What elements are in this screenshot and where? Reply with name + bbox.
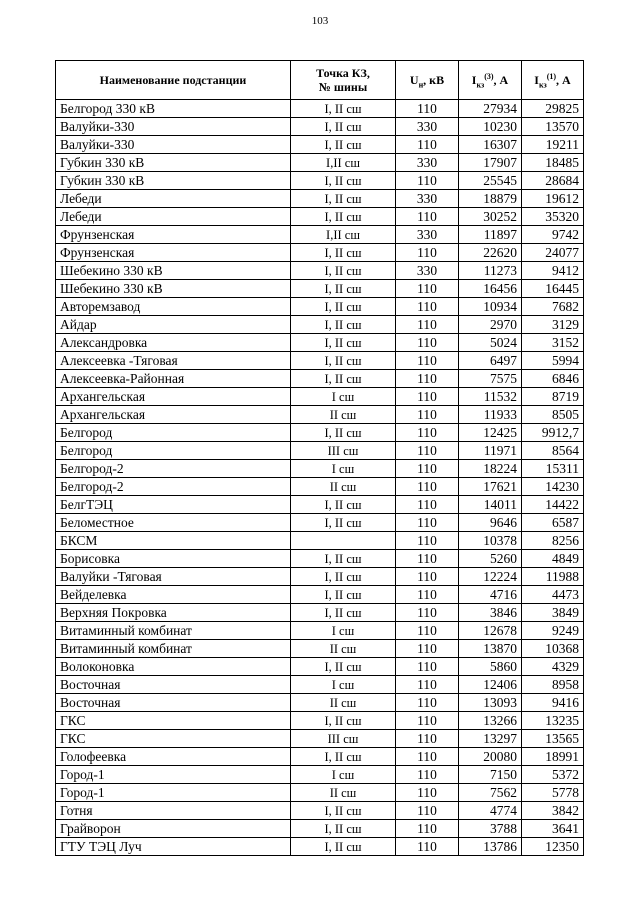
table-row: [56, 262, 584, 280]
table-row: [56, 730, 584, 748]
cell-fault-point: I, II сш: [291, 172, 396, 190]
cell-fault-point: I,II сш: [291, 226, 396, 244]
cell-fault-point: I, II сш: [291, 208, 396, 226]
cell-three-phase-current: 13297: [459, 730, 522, 748]
cell-single-phase-current: 4329: [522, 658, 584, 676]
page-number: 103: [311, 15, 329, 27]
cell-substation-name: Белгород: [56, 442, 291, 460]
cell-single-phase-current: 9249: [522, 622, 584, 640]
cell-voltage: 330: [396, 190, 459, 208]
cell-three-phase-current: 13266: [459, 712, 522, 730]
cell-three-phase-current: 10378: [459, 532, 522, 550]
table-row: [56, 784, 584, 802]
cell-voltage: 110: [396, 748, 459, 766]
cell-substation-name: Голофеевка: [56, 748, 291, 766]
cell-fault-point: I, II сш: [291, 550, 396, 568]
cell-voltage: 110: [396, 316, 459, 334]
cell-single-phase-current: 35320: [522, 208, 584, 226]
cell-three-phase-current: 27934: [459, 100, 522, 118]
cell-fault-point: I, II сш: [291, 136, 396, 154]
cell-single-phase-current: 6587: [522, 514, 584, 532]
cell-fault-point: I, II сш: [291, 190, 396, 208]
table-row: [56, 676, 584, 694]
cell-voltage: 330: [396, 154, 459, 172]
cell-voltage: 110: [396, 496, 459, 514]
cell-three-phase-current: 12224: [459, 568, 522, 586]
cell-fault-point: I, II сш: [291, 370, 396, 388]
cell-single-phase-current: 6846: [522, 370, 584, 388]
cell-voltage: 110: [396, 136, 459, 154]
cell-substation-name: Валуйки-330: [56, 136, 291, 154]
table-row: [56, 532, 584, 550]
cell-substation-name: Восточная: [56, 694, 291, 712]
table-row: [56, 190, 584, 208]
cell-single-phase-current: 9742: [522, 226, 584, 244]
cell-three-phase-current: 5260: [459, 550, 522, 568]
cell-fault-point: I, II сш: [291, 802, 396, 820]
cell-voltage: 110: [396, 388, 459, 406]
cell-voltage: 110: [396, 622, 459, 640]
cell-substation-name: Губкин 330 кВ: [56, 172, 291, 190]
cell-substation-name: Алексеевка-Районная: [56, 370, 291, 388]
cell-three-phase-current: 13093: [459, 694, 522, 712]
cell-voltage: 110: [396, 658, 459, 676]
cell-substation-name: Витаминный комбинат: [56, 622, 291, 640]
cell-single-phase-current: 9416: [522, 694, 584, 712]
table-row: [56, 370, 584, 388]
cell-three-phase-current: 12406: [459, 676, 522, 694]
cell-substation-name: ГКС: [56, 712, 291, 730]
cell-voltage: 110: [396, 568, 459, 586]
cell-single-phase-current: 4473: [522, 586, 584, 604]
table-header: [56, 61, 584, 100]
cell-substation-name: Губкин 330 кВ: [56, 154, 291, 172]
cell-substation-name: Волоконовка: [56, 658, 291, 676]
cell-fault-point: I, II сш: [291, 262, 396, 280]
table-row: [56, 550, 584, 568]
cell-substation-name: Александровка: [56, 334, 291, 352]
cell-three-phase-current: 16307: [459, 136, 522, 154]
cell-three-phase-current: 4716: [459, 586, 522, 604]
cell-single-phase-current: 3641: [522, 820, 584, 838]
cell-substation-name: Лебеди: [56, 190, 291, 208]
cell-fault-point: I, II сш: [291, 298, 396, 316]
cell-substation-name: Город-1: [56, 766, 291, 784]
cell-fault-point: II сш: [291, 406, 396, 424]
cell-three-phase-current: 11971: [459, 442, 522, 460]
cell-single-phase-current: 8256: [522, 532, 584, 550]
cell-three-phase-current: 30252: [459, 208, 522, 226]
table-row: [56, 568, 584, 586]
table-row: [56, 352, 584, 370]
cell-voltage: 110: [396, 694, 459, 712]
cell-single-phase-current: 19612: [522, 190, 584, 208]
cell-substation-name: Белгород-2: [56, 478, 291, 496]
header-three-phase-current: $I_{кз}^{(3)}$, А: [459, 61, 522, 100]
cell-fault-point: I, II сш: [291, 244, 396, 262]
table-row: [56, 208, 584, 226]
cell-substation-name: Восточная: [56, 676, 291, 694]
cell-voltage: 110: [396, 712, 459, 730]
table-row: [56, 820, 584, 838]
cell-substation-name: Готня: [56, 802, 291, 820]
cell-three-phase-current: 2970: [459, 316, 522, 334]
cell-three-phase-current: 5024: [459, 334, 522, 352]
cell-substation-name: Беломестное: [56, 514, 291, 532]
cell-substation-name: Архангельская: [56, 388, 291, 406]
cell-three-phase-current: 10230: [459, 118, 522, 136]
cell-single-phase-current: 12350: [522, 838, 584, 856]
table-row: [56, 514, 584, 532]
cell-substation-name: Шебекино 330 кВ: [56, 280, 291, 298]
cell-voltage: 110: [396, 838, 459, 856]
header-voltage: $U_н$, кВ: [396, 61, 459, 100]
cell-substation-name: Белгород 330 кВ: [56, 100, 291, 118]
cell-voltage: 110: [396, 640, 459, 658]
cell-three-phase-current: 7575: [459, 370, 522, 388]
table-row: [56, 838, 584, 856]
cell-single-phase-current: 5372: [522, 766, 584, 784]
cell-fault-point: I, II сш: [291, 118, 396, 136]
cell-three-phase-current: 11933: [459, 406, 522, 424]
cell-substation-name: Белгород: [56, 424, 291, 442]
cell-voltage: 110: [396, 802, 459, 820]
cell-fault-point: II сш: [291, 640, 396, 658]
cell-substation-name: Фрунзенская: [56, 244, 291, 262]
cell-voltage: 330: [396, 262, 459, 280]
table-row: [56, 442, 584, 460]
cell-voltage: 110: [396, 352, 459, 370]
cell-substation-name: ГКС: [56, 730, 291, 748]
cell-single-phase-current: 8564: [522, 442, 584, 460]
cell-substation-name: Алексеевка -Тяговая: [56, 352, 291, 370]
cell-fault-point: III сш: [291, 730, 396, 748]
cell-voltage: 110: [396, 280, 459, 298]
cell-substation-name: Авторемзавод: [56, 298, 291, 316]
table-row: [56, 658, 584, 676]
cell-fault-point: I, II сш: [291, 316, 396, 334]
cell-substation-name: Верхняя Покровка: [56, 604, 291, 622]
table-row: [56, 280, 584, 298]
cell-fault-point: I, II сш: [291, 100, 396, 118]
table-row: [56, 766, 584, 784]
cell-single-phase-current: 4849: [522, 550, 584, 568]
table-row: [56, 244, 584, 262]
cell-voltage: 110: [396, 604, 459, 622]
cell-substation-name: Валуйки -Тяговая: [56, 568, 291, 586]
table-row: [56, 460, 584, 478]
short-circuit-currents-table: [55, 60, 584, 856]
cell-substation-name: Айдар: [56, 316, 291, 334]
cell-three-phase-current: 18224: [459, 460, 522, 478]
cell-voltage: 110: [396, 334, 459, 352]
cell-single-phase-current: 28684: [522, 172, 584, 190]
cell-fault-point: I сш: [291, 388, 396, 406]
cell-single-phase-current: 13235: [522, 712, 584, 730]
table-row: [56, 694, 584, 712]
cell-substation-name: ГТУ ТЭЦ Луч: [56, 838, 291, 856]
cell-voltage: 330: [396, 226, 459, 244]
cell-three-phase-current: 17621: [459, 478, 522, 496]
header-substation-name: Наименование подстанции: [56, 61, 291, 100]
cell-single-phase-current: 15311: [522, 460, 584, 478]
cell-voltage: 110: [396, 424, 459, 442]
cell-three-phase-current: 14011: [459, 496, 522, 514]
cell-three-phase-current: 3788: [459, 820, 522, 838]
cell-substation-name: Борисовка: [56, 550, 291, 568]
cell-fault-point: I,II сш: [291, 154, 396, 172]
cell-substation-name: Город-1: [56, 784, 291, 802]
cell-substation-name: Фрунзенская: [56, 226, 291, 244]
cell-voltage: 110: [396, 244, 459, 262]
cell-voltage: 110: [396, 784, 459, 802]
cell-fault-point: III сш: [291, 442, 396, 460]
table-row: [56, 712, 584, 730]
cell-voltage: 110: [396, 100, 459, 118]
table-row: [56, 586, 584, 604]
cell-three-phase-current: 7150: [459, 766, 522, 784]
cell-three-phase-current: 4774: [459, 802, 522, 820]
cell-three-phase-current: 3846: [459, 604, 522, 622]
cell-single-phase-current: 3152: [522, 334, 584, 352]
cell-fault-point: I, II сш: [291, 568, 396, 586]
cell-single-phase-current: 13570: [522, 118, 584, 136]
cell-single-phase-current: 13565: [522, 730, 584, 748]
cell-single-phase-current: 18485: [522, 154, 584, 172]
table-row: [56, 802, 584, 820]
table-row: [56, 406, 584, 424]
cell-three-phase-current: 17907: [459, 154, 522, 172]
cell-single-phase-current: 19211: [522, 136, 584, 154]
cell-voltage: 110: [396, 532, 459, 550]
cell-single-phase-current: 11988: [522, 568, 584, 586]
cell-single-phase-current: 5994: [522, 352, 584, 370]
cell-three-phase-current: 11532: [459, 388, 522, 406]
cell-three-phase-current: 7562: [459, 784, 522, 802]
cell-single-phase-current: 14422: [522, 496, 584, 514]
cell-single-phase-current: 8958: [522, 676, 584, 694]
cell-three-phase-current: 13786: [459, 838, 522, 856]
cell-substation-name: Вейделевка: [56, 586, 291, 604]
cell-fault-point: I, II сш: [291, 352, 396, 370]
cell-substation-name: Грайворон: [56, 820, 291, 838]
cell-fault-point: I, II сш: [291, 280, 396, 298]
cell-single-phase-current: 8719: [522, 388, 584, 406]
cell-voltage: 110: [396, 730, 459, 748]
cell-fault-point: I, II сш: [291, 658, 396, 676]
cell-voltage: 110: [396, 478, 459, 496]
cell-three-phase-current: 11897: [459, 226, 522, 244]
cell-voltage: 110: [396, 676, 459, 694]
cell-three-phase-current: 10934: [459, 298, 522, 316]
cell-voltage: 110: [396, 298, 459, 316]
cell-substation-name: Лебеди: [56, 208, 291, 226]
cell-voltage: 110: [396, 370, 459, 388]
cell-fault-point: I, II сш: [291, 820, 396, 838]
cell-substation-name: БелгТЭЦ: [56, 496, 291, 514]
cell-single-phase-current: 9912,7: [522, 424, 584, 442]
cell-three-phase-current: 25545: [459, 172, 522, 190]
table-row: [56, 226, 584, 244]
cell-single-phase-current: 18991: [522, 748, 584, 766]
cell-voltage: 110: [396, 460, 459, 478]
cell-three-phase-current: 13870: [459, 640, 522, 658]
cell-fault-point: II сш: [291, 694, 396, 712]
table-row: [56, 100, 584, 118]
table-row: [56, 748, 584, 766]
cell-fault-point: I, II сш: [291, 838, 396, 856]
table-row: [56, 496, 584, 514]
cell-fault-point: II сш: [291, 478, 396, 496]
cell-voltage: 110: [396, 820, 459, 838]
cell-fault-point: I сш: [291, 460, 396, 478]
cell-fault-point: [291, 532, 396, 550]
cell-fault-point: I, II сш: [291, 424, 396, 442]
cell-single-phase-current: 3842: [522, 802, 584, 820]
cell-three-phase-current: 6497: [459, 352, 522, 370]
table-row: [56, 136, 584, 154]
cell-voltage: 110: [396, 208, 459, 226]
table-row: [56, 298, 584, 316]
header-single-phase-current: $I_{кз}^{(1)}$, А: [522, 61, 584, 100]
table-row: [56, 622, 584, 640]
cell-substation-name: Архангельская: [56, 406, 291, 424]
table-row: [56, 118, 584, 136]
cell-single-phase-current: 16445: [522, 280, 584, 298]
cell-three-phase-current: 20080: [459, 748, 522, 766]
cell-fault-point: I, II сш: [291, 496, 396, 514]
cell-substation-name: Белгород-2: [56, 460, 291, 478]
cell-voltage: 110: [396, 514, 459, 532]
cell-fault-point: I сш: [291, 676, 396, 694]
cell-fault-point: I, II сш: [291, 748, 396, 766]
cell-voltage: 110: [396, 550, 459, 568]
cell-three-phase-current: 12678: [459, 622, 522, 640]
table-body: [56, 100, 584, 856]
cell-single-phase-current: 7682: [522, 298, 584, 316]
header-fault-point: Точка КЗ, № шины: [291, 61, 396, 100]
cell-fault-point: I, II сш: [291, 334, 396, 352]
cell-single-phase-current: 10368: [522, 640, 584, 658]
cell-single-phase-current: 3129: [522, 316, 584, 334]
table-row: [56, 640, 584, 658]
cell-voltage: 110: [396, 586, 459, 604]
cell-single-phase-current: 24077: [522, 244, 584, 262]
cell-single-phase-current: 5778: [522, 784, 584, 802]
cell-fault-point: I, II сш: [291, 586, 396, 604]
table-row: [56, 604, 584, 622]
cell-fault-point: II сш: [291, 784, 396, 802]
cell-three-phase-current: 18879: [459, 190, 522, 208]
cell-single-phase-current: 14230: [522, 478, 584, 496]
cell-three-phase-current: 11273: [459, 262, 522, 280]
cell-fault-point: I, II сш: [291, 712, 396, 730]
cell-substation-name: Шебекино 330 кВ: [56, 262, 291, 280]
cell-voltage: 110: [396, 766, 459, 784]
cell-single-phase-current: 3849: [522, 604, 584, 622]
cell-voltage: 110: [396, 442, 459, 460]
cell-three-phase-current: 12425: [459, 424, 522, 442]
cell-three-phase-current: 9646: [459, 514, 522, 532]
cell-voltage: 330: [396, 118, 459, 136]
table-row: [56, 316, 584, 334]
table-row: [56, 388, 584, 406]
table-row: [56, 334, 584, 352]
cell-fault-point: I, II сш: [291, 604, 396, 622]
table-row: [56, 172, 584, 190]
table-row: [56, 424, 584, 442]
table-row: [56, 154, 584, 172]
cell-substation-name: Витаминный комбинат: [56, 640, 291, 658]
cell-three-phase-current: 5860: [459, 658, 522, 676]
cell-three-phase-current: 16456: [459, 280, 522, 298]
cell-voltage: 110: [396, 406, 459, 424]
cell-single-phase-current: 8505: [522, 406, 584, 424]
cell-substation-name: Валуйки-330: [56, 118, 291, 136]
cell-fault-point: I сш: [291, 766, 396, 784]
table-row: [56, 478, 584, 496]
cell-fault-point: I, II сш: [291, 514, 396, 532]
cell-three-phase-current: 22620: [459, 244, 522, 262]
cell-single-phase-current: 9412: [522, 262, 584, 280]
cell-fault-point: I сш: [291, 622, 396, 640]
cell-single-phase-current: 29825: [522, 100, 584, 118]
cell-voltage: 110: [396, 172, 459, 190]
cell-substation-name: БКСМ: [56, 532, 291, 550]
